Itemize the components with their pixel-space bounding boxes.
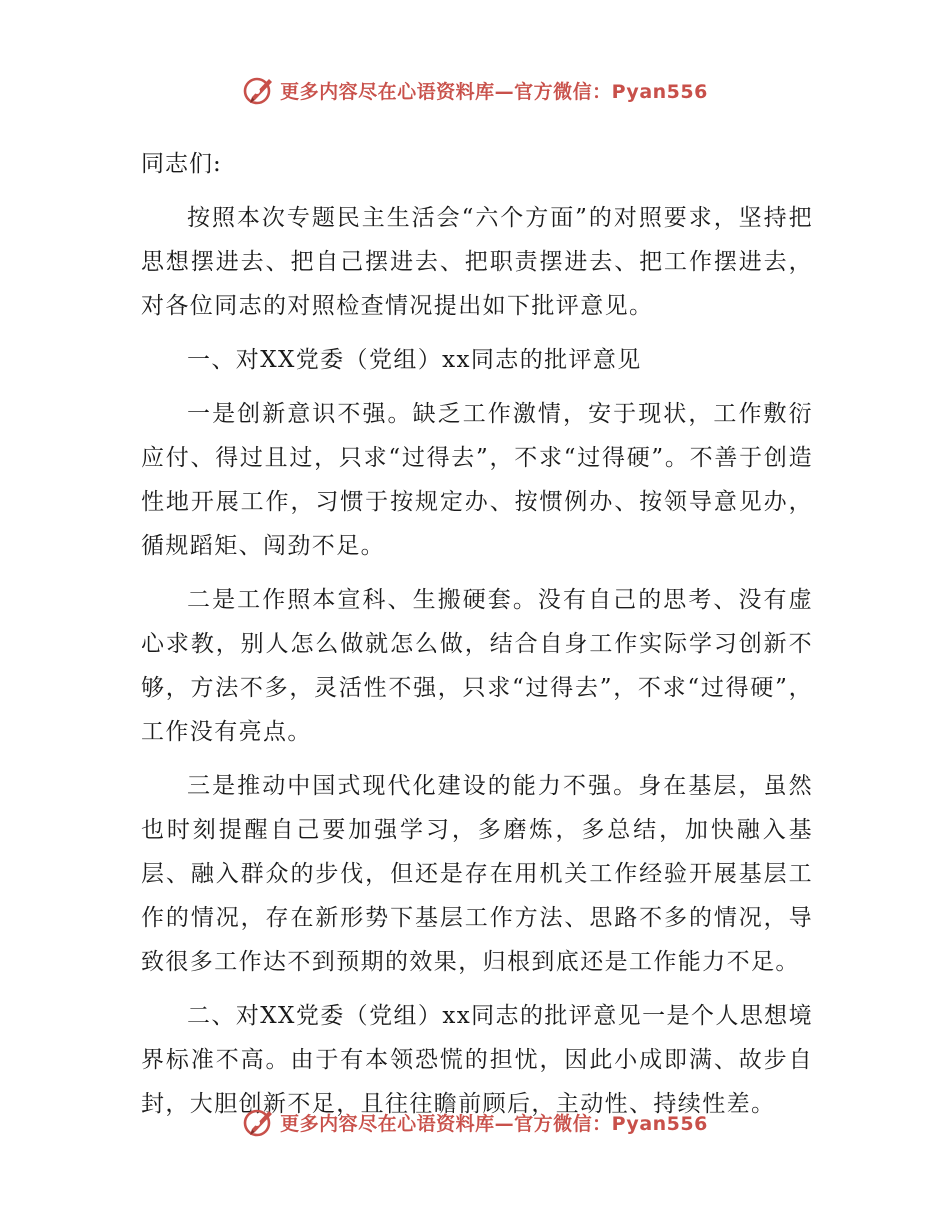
paragraph-point-1: 一是创新意识不强。缺乏工作激情，安于现状，工作敷衍应付、得过且过，只求“过得去”，不求“过得硬”。不善于创造性地开展工作，习惯于按规定办、按惯例办、按领导意见办，循规蹈矩、闯劲不足。 bbox=[141, 401, 813, 559]
pen-logo-icon bbox=[242, 73, 276, 107]
header-watermark bbox=[0, 70, 950, 110]
paragraph-intro: 按照本次专题民主生活会“六个方面”的对照要求，坚持把思想摆进去、把自己摆进去、把职责摆进去、把工作摆进去，对各位同志的对照检查情况提出如下批评意见。 bbox=[141, 205, 813, 319]
paragraph-point-3: 三是推动中国式现代化建设的能力不强。身在基层，虽然也时刻提醒自己要加强学习，多磨炼，多总结，加快融入基层、融入群众的步伐，但还是存在用机关工作经验开展基层工作的情况，存在新形势下基层工作方法、思路不多的情况，导致很多工作达不到预期的效果，归根到底还是工作能力不足。 bbox=[141, 773, 813, 975]
section-heading-1: 一、对XX党委（党组）xx同志的批评意见 bbox=[187, 347, 642, 373]
footer-watermark bbox=[0, 1102, 950, 1142]
document-body bbox=[141, 142, 813, 1136]
section-heading-2: 二、对XX党委（党组）xx同志的批评意见一是个人思想境界标准不高。由于有本领恐慌的担忧，因此小成即满、故步自封，大胆创新不足，且往往瞻前顾后，主动性、持续性差。 bbox=[141, 1003, 813, 1117]
pen-logo-icon bbox=[242, 1105, 276, 1139]
salutation: 同志们: bbox=[141, 151, 222, 177]
watermark-text: 更多内容尽在心语资料库—官方微信：Pyan556 bbox=[280, 80, 708, 103]
watermark-text: 更多内容尽在心语资料库—官方微信：Pyan556 bbox=[280, 1112, 708, 1135]
paragraph-point-2: 二是工作照本宣科、生搬硬套。没有自己的思考、没有虚心求教，别人怎么做就怎么做，结合自身工作实际学习创新不够，方法不多，灵活性不强，只求“过得去”，不求“过得硬”，工作没有亮点。 bbox=[141, 587, 813, 745]
